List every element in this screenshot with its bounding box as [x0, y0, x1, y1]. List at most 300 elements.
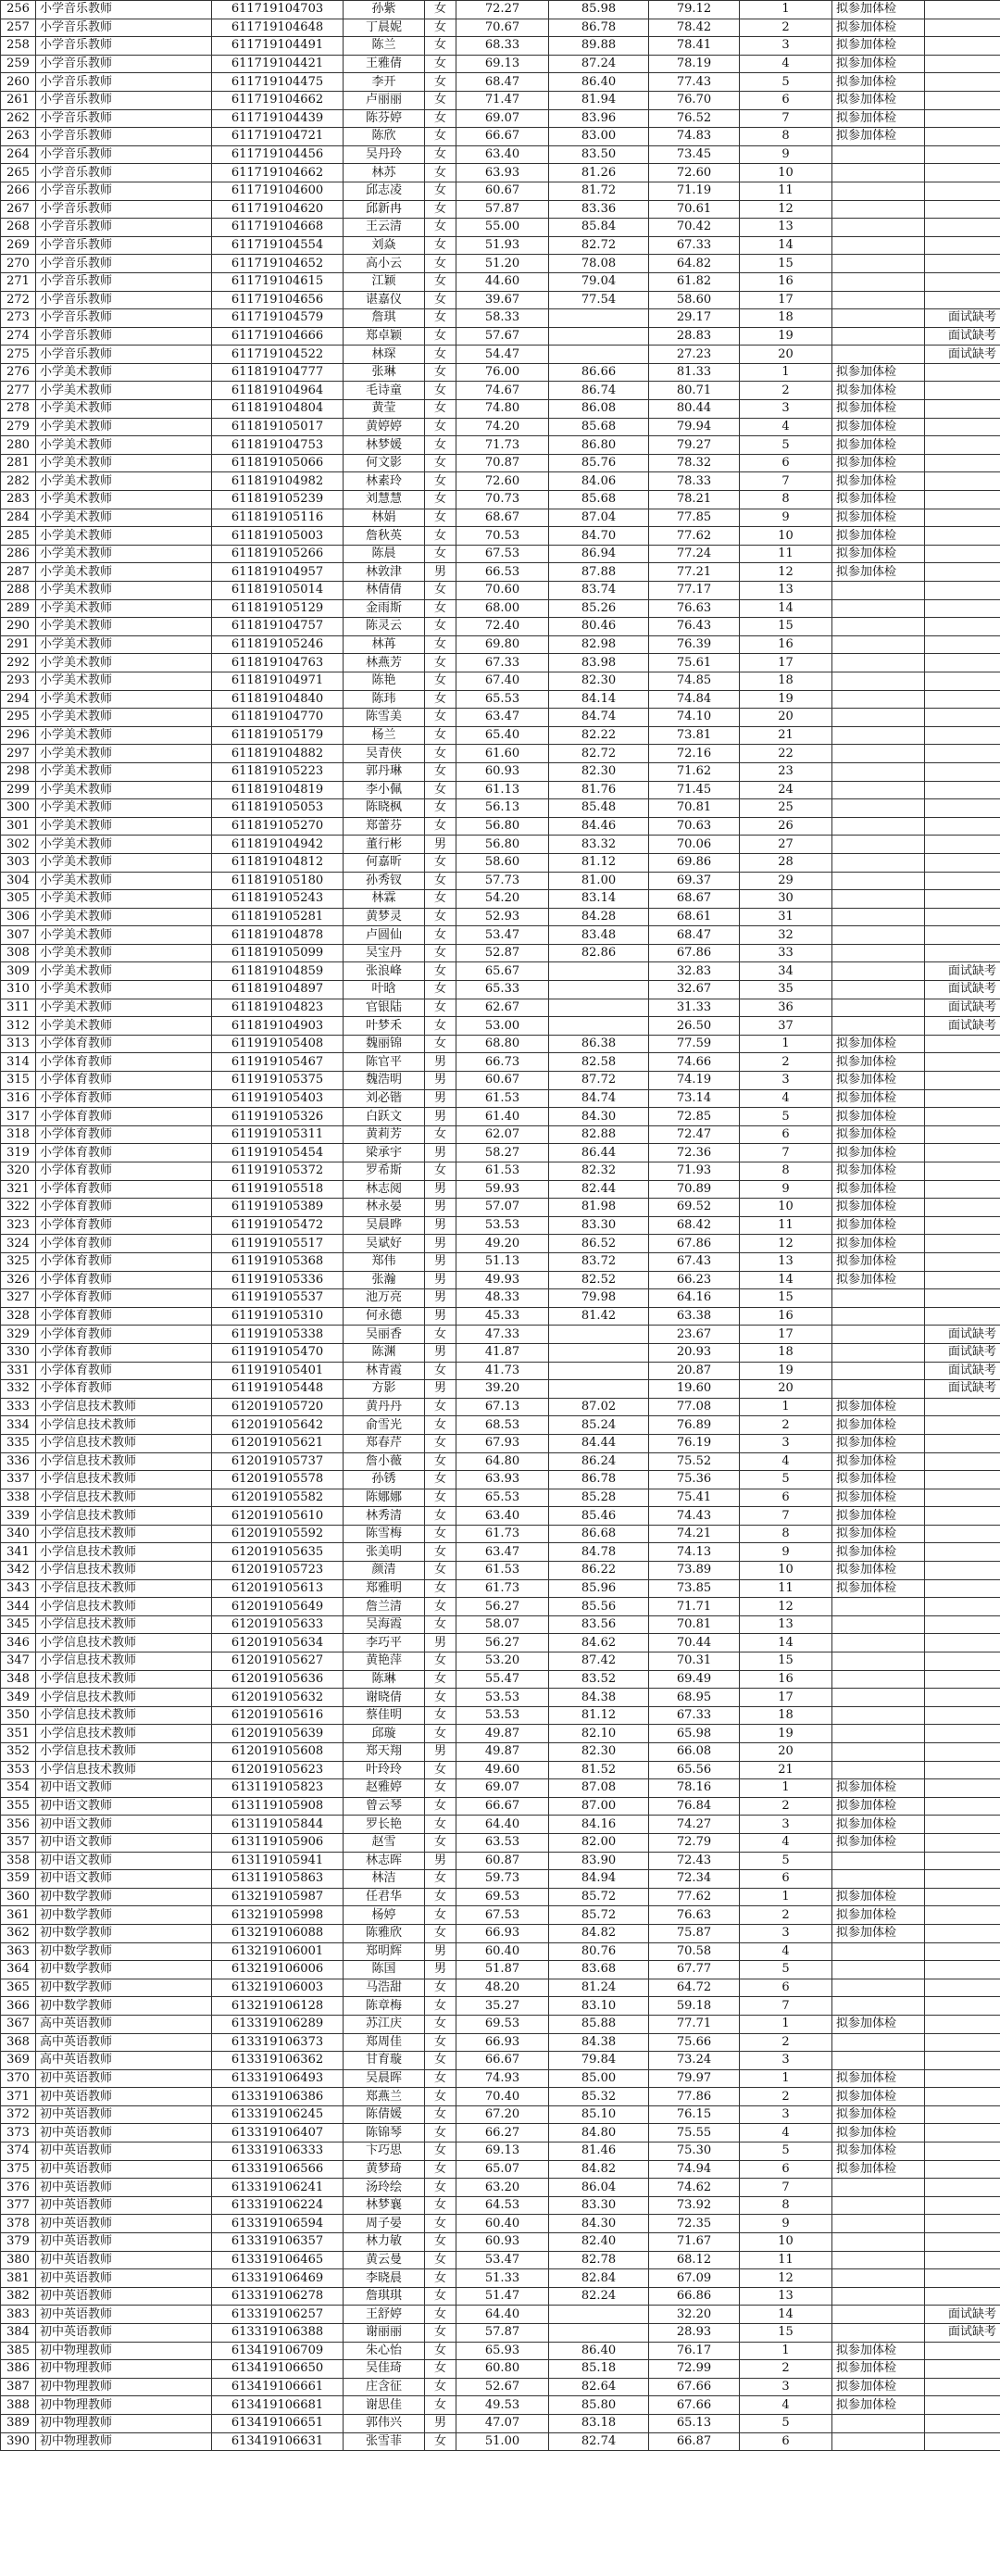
exam-id-cell: 613319106333	[212, 2142, 344, 2161]
exam-id-cell: 611719104666	[212, 327, 344, 346]
total-score-cell: 78.16	[649, 1779, 740, 1798]
gender-cell: 女	[425, 509, 456, 527]
rank-cell: 5	[740, 1471, 832, 1489]
rank-cell: 3	[740, 1434, 832, 1452]
candidate-name-cell: 吴海霞	[344, 1615, 425, 1634]
physical-exam-status-cell: 拟参加体检	[832, 1053, 925, 1072]
position-name-cell: 小学美术教师	[36, 999, 212, 1017]
gender-cell: 女	[425, 2196, 456, 2215]
rank-cell: 10	[740, 527, 832, 546]
written-score-cell: 72.60	[456, 472, 549, 491]
gender-cell: 男	[425, 1108, 456, 1126]
remark-cell	[925, 1652, 1000, 1671]
table-row	[1, 635, 1000, 654]
rank-cell: 8	[740, 1162, 832, 1181]
table-row	[1, 672, 1000, 690]
total-score-cell: 28.93	[649, 2324, 740, 2343]
remark-cell: 面试缺考	[925, 327, 1000, 346]
exam-id-cell: 612019105623	[212, 1761, 344, 1779]
rank-cell: 2	[740, 2360, 832, 2379]
remark-cell	[925, 1706, 1000, 1725]
physical-exam-status-cell: 拟参加体检	[832, 382, 925, 400]
interview-score-cell: 85.68	[549, 418, 649, 436]
candidate-name-cell: 蔡佳明	[344, 1706, 425, 1725]
candidate-name-cell: 黄婷婷	[344, 418, 425, 436]
gender-cell: 女	[425, 1906, 456, 1925]
position-name-cell: 小学美术教师	[36, 944, 212, 962]
candidate-name-cell: 詹兰清	[344, 1598, 425, 1616]
table-row	[1, 599, 1000, 618]
interview-score-cell: 86.94	[549, 545, 649, 563]
row-number-cell: 306	[1, 908, 36, 926]
total-score-cell: 66.86	[649, 2287, 740, 2306]
gender-cell: 女	[425, 2124, 456, 2142]
candidate-name-cell: 叶玲玲	[344, 1761, 425, 1779]
remark-cell	[925, 200, 1000, 219]
interview-score-cell: 82.64	[549, 2378, 649, 2396]
remark-cell	[925, 2124, 1000, 2142]
table-row	[1, 291, 1000, 309]
gender-cell: 女	[425, 1017, 456, 1036]
total-score-cell: 68.61	[649, 908, 740, 926]
position-name-cell: 小学体育教师	[36, 1380, 212, 1399]
interview-score-cell: 84.30	[549, 2215, 649, 2233]
position-name-cell: 小学体育教师	[36, 1343, 212, 1362]
remark-cell	[925, 1507, 1000, 1526]
rank-cell: 2	[740, 382, 832, 400]
physical-exam-status-cell: 拟参加体检	[832, 91, 925, 109]
total-score-cell: 66.23	[649, 1271, 740, 1289]
physical-exam-status-cell	[832, 272, 925, 291]
candidate-name-cell: 郑天翔	[344, 1743, 425, 1762]
written-score-cell: 68.53	[456, 1416, 549, 1435]
position-name-cell: 小学美术教师	[36, 745, 212, 763]
row-number-cell: 330	[1, 1343, 36, 1362]
interview-score-cell: 87.08	[549, 1779, 649, 1798]
rank-cell: 11	[740, 2251, 832, 2269]
rank-cell: 16	[740, 1307, 832, 1326]
physical-exam-status-cell: 拟参加体检	[832, 527, 925, 546]
exam-id-cell: 613419106651	[212, 2414, 344, 2432]
physical-exam-status-cell: 拟参加体检	[832, 109, 925, 128]
candidate-name-cell: 黄梦琦	[344, 2160, 425, 2179]
rank-cell: 7	[740, 1507, 832, 1526]
interview-score-cell: 86.80	[549, 436, 649, 455]
row-number-cell: 309	[1, 962, 36, 981]
interview-score-cell: 83.00	[549, 128, 649, 146]
gender-cell: 女	[425, 1362, 456, 1380]
remark-cell	[925, 454, 1000, 472]
rank-cell: 5	[740, 436, 832, 455]
gender-cell: 女	[425, 817, 456, 836]
row-number-cell: 352	[1, 1743, 36, 1762]
total-score-cell: 73.14	[649, 1089, 740, 1108]
remark-cell	[925, 690, 1000, 709]
table-row	[1, 1380, 1000, 1399]
remark-cell	[925, 1162, 1000, 1181]
total-score-cell: 77.86	[649, 2088, 740, 2106]
table-row	[1, 418, 1000, 436]
gender-cell: 女	[425, 1725, 456, 1743]
physical-exam-status-cell	[832, 836, 925, 854]
exam-id-cell: 613419106631	[212, 2432, 344, 2451]
written-score-cell: 61.73	[456, 1579, 549, 1598]
table-row	[1, 327, 1000, 346]
gender-cell: 女	[425, 981, 456, 999]
gender-cell: 女	[425, 1398, 456, 1416]
candidate-name-cell: 张浪峰	[344, 962, 425, 981]
interview-score-cell: 81.42	[549, 1307, 649, 1326]
position-name-cell: 初中数学教师	[36, 1997, 212, 2016]
gender-cell: 女	[425, 1543, 456, 1562]
table-row	[1, 2052, 1000, 2070]
candidate-name-cell: 王云清	[344, 219, 425, 237]
table-row	[1, 926, 1000, 945]
position-name-cell: 小学信息技术教师	[36, 1489, 212, 1507]
candidate-name-cell: 黄丹丹	[344, 1398, 425, 1416]
candidate-name-cell: 林苒	[344, 635, 425, 654]
rank-cell: 8	[740, 2196, 832, 2215]
position-name-cell: 小学美术教师	[36, 709, 212, 727]
interview-score-cell: 81.72	[549, 182, 649, 200]
exam-id-cell: 611819105180	[212, 872, 344, 890]
remark-cell	[925, 1598, 1000, 1616]
remark-cell: 面试缺考	[925, 999, 1000, 1017]
total-score-cell: 74.10	[649, 709, 740, 727]
interview-score-cell: 83.30	[549, 1216, 649, 1235]
position-name-cell: 初中英语教师	[36, 2179, 212, 2197]
position-name-cell: 小学音乐教师	[36, 309, 212, 328]
gender-cell: 女	[425, 2432, 456, 2451]
position-name-cell: 高中英语教师	[36, 2052, 212, 2070]
total-score-cell: 73.92	[649, 2196, 740, 2215]
written-score-cell: 67.40	[456, 672, 549, 690]
gender-cell: 女	[425, 346, 456, 364]
written-score-cell: 69.13	[456, 55, 549, 73]
physical-exam-status-cell	[832, 890, 925, 909]
table-row	[1, 545, 1000, 563]
total-score-cell: 76.39	[649, 635, 740, 654]
exam-id-cell: 611919105454	[212, 1144, 344, 1162]
gender-cell: 女	[425, 1761, 456, 1779]
gender-cell: 女	[425, 599, 456, 618]
gender-cell: 女	[425, 1035, 456, 1053]
written-score-cell: 74.67	[456, 382, 549, 400]
table-row	[1, 2378, 1000, 2396]
total-score-cell: 64.72	[649, 1979, 740, 1997]
table-row	[1, 726, 1000, 745]
written-score-cell: 63.40	[456, 145, 549, 164]
gender-cell: 女	[425, 1489, 456, 1507]
gender-cell: 女	[425, 1434, 456, 1452]
row-number-cell: 282	[1, 472, 36, 491]
remark-cell	[925, 436, 1000, 455]
written-score-cell: 64.53	[456, 2196, 549, 2215]
written-score-cell: 56.27	[456, 1634, 549, 1652]
row-number-cell: 284	[1, 509, 36, 527]
written-score-cell: 69.07	[456, 1779, 549, 1798]
written-score-cell: 63.47	[456, 1543, 549, 1562]
rank-cell: 4	[740, 1452, 832, 1471]
table-row	[1, 454, 1000, 472]
remark-cell	[925, 1144, 1000, 1162]
physical-exam-status-cell: 拟参加体检	[832, 2069, 925, 2088]
gender-cell: 女	[425, 236, 456, 255]
position-name-cell: 初中语文教师	[36, 1816, 212, 1834]
interview-score-cell: 82.30	[549, 672, 649, 690]
position-name-cell: 小学美术教师	[36, 618, 212, 636]
row-number-cell: 389	[1, 2414, 36, 2432]
gender-cell: 女	[425, 781, 456, 799]
written-score-cell: 51.93	[456, 236, 549, 255]
interview-score-cell: 83.50	[549, 145, 649, 164]
candidate-name-cell: 吴佳琦	[344, 2360, 425, 2379]
candidate-name-cell: 陈娜娜	[344, 1489, 425, 1507]
row-number-cell: 340	[1, 1525, 36, 1543]
candidate-name-cell: 卢圆仙	[344, 926, 425, 945]
exam-id-cell: 613319106362	[212, 2052, 344, 2070]
total-score-cell: 64.16	[649, 1289, 740, 1308]
written-score-cell: 63.47	[456, 709, 549, 727]
candidate-name-cell: 方影	[344, 1380, 425, 1399]
written-score-cell: 67.53	[456, 1906, 549, 1925]
gender-cell: 女	[425, 908, 456, 926]
physical-exam-status-cell	[832, 1689, 925, 1707]
table-row	[1, 2432, 1000, 2451]
row-number-cell: 312	[1, 1017, 36, 1036]
row-number-cell: 365	[1, 1979, 36, 1997]
interview-score-cell: 85.76	[549, 454, 649, 472]
position-name-cell: 小学信息技术教师	[36, 1598, 212, 1616]
gender-cell: 女	[425, 2396, 456, 2415]
written-score-cell: 74.20	[456, 418, 549, 436]
exam-id-cell: 611819105239	[212, 491, 344, 509]
table-row	[1, 2033, 1000, 2052]
remark-cell	[925, 1416, 1000, 1435]
candidate-name-cell: 颜清	[344, 1562, 425, 1580]
exam-id-cell: 611719104668	[212, 219, 344, 237]
rank-cell: 11	[740, 1216, 832, 1235]
gender-cell: 女	[425, 363, 456, 382]
remark-cell: 面试缺考	[925, 1380, 1000, 1399]
remark-cell	[925, 1125, 1000, 1144]
interview-score-cell: 84.78	[549, 1543, 649, 1562]
interview-score-cell: 83.96	[549, 109, 649, 128]
table-row	[1, 2287, 1000, 2306]
table-row	[1, 654, 1000, 672]
total-score-cell: 67.09	[649, 2269, 740, 2288]
row-number-cell: 262	[1, 109, 36, 128]
gender-cell: 女	[425, 91, 456, 109]
table-row	[1, 1108, 1000, 1126]
interview-score-cell: 84.82	[549, 1924, 649, 1942]
remark-cell	[925, 582, 1000, 600]
row-number-cell: 276	[1, 363, 36, 382]
rank-cell: 26	[740, 817, 832, 836]
position-name-cell: 小学美术教师	[36, 1017, 212, 1036]
gender-cell: 女	[425, 853, 456, 872]
candidate-name-cell: 朱心怡	[344, 2342, 425, 2360]
exam-id-cell: 613219106128	[212, 1997, 344, 2016]
row-number-cell: 301	[1, 817, 36, 836]
written-score-cell: 56.80	[456, 836, 549, 854]
rank-cell: 12	[740, 1598, 832, 1616]
remark-cell	[925, 363, 1000, 382]
written-score-cell: 49.60	[456, 1761, 549, 1779]
rank-cell: 3	[740, 1924, 832, 1942]
total-score-cell: 69.52	[649, 1199, 740, 1217]
physical-exam-status-cell	[832, 999, 925, 1017]
position-name-cell: 小学信息技术教师	[36, 1706, 212, 1725]
row-number-cell: 347	[1, 1652, 36, 1671]
interview-score-cell: 82.10	[549, 1725, 649, 1743]
remark-cell	[925, 1307, 1000, 1326]
position-name-cell: 小学体育教师	[36, 1089, 212, 1108]
rank-cell: 1	[740, 1035, 832, 1053]
rank-cell: 9	[740, 1543, 832, 1562]
interview-score-cell: 84.74	[549, 1089, 649, 1108]
interview-score-cell	[549, 1326, 649, 1344]
gender-cell: 女	[425, 1162, 456, 1181]
gender-cell: 女	[425, 2251, 456, 2269]
gender-cell: 男	[425, 1053, 456, 1072]
table-row	[1, 1579, 1000, 1598]
row-number-cell: 377	[1, 2196, 36, 2215]
written-score-cell: 59.73	[456, 1870, 549, 1889]
total-score-cell: 70.42	[649, 219, 740, 237]
candidate-name-cell: 高小云	[344, 255, 425, 273]
gender-cell: 女	[425, 2269, 456, 2288]
remark-cell	[925, 2179, 1000, 2197]
position-name-cell: 小学体育教师	[36, 1362, 212, 1380]
remark-cell: 面试缺考	[925, 1326, 1000, 1344]
table-row	[1, 1961, 1000, 1979]
position-name-cell: 小学信息技术教师	[36, 1761, 212, 1779]
row-number-cell: 337	[1, 1471, 36, 1489]
written-score-cell: 53.20	[456, 1652, 549, 1671]
row-number-cell: 257	[1, 19, 36, 37]
table-row	[1, 19, 1000, 37]
total-score-cell: 58.60	[649, 291, 740, 309]
candidate-name-cell: 谢晓倩	[344, 1689, 425, 1707]
candidate-name-cell: 刘焱	[344, 236, 425, 255]
position-name-cell: 小学体育教师	[36, 1252, 212, 1271]
exam-id-cell: 611819104757	[212, 618, 344, 636]
candidate-name-cell: 陈倩媛	[344, 2105, 425, 2124]
exam-id-cell: 611719104615	[212, 272, 344, 291]
written-score-cell: 35.27	[456, 1997, 549, 2016]
exam-id-cell: 611719104579	[212, 309, 344, 328]
table-row	[1, 2360, 1000, 2379]
physical-exam-status-cell	[832, 672, 925, 690]
gender-cell: 女	[425, 1615, 456, 1634]
table-row	[1, 1144, 1000, 1162]
interview-score-cell: 82.98	[549, 635, 649, 654]
row-number-cell: 346	[1, 1634, 36, 1652]
gender-cell: 女	[425, 200, 456, 219]
remark-cell	[925, 219, 1000, 237]
row-number-cell: 341	[1, 1543, 36, 1562]
position-name-cell: 小学美术教师	[36, 545, 212, 563]
table-body	[1, 1, 1000, 2451]
gender-cell: 男	[425, 1634, 456, 1652]
exam-id-cell: 611819104859	[212, 962, 344, 981]
written-score-cell: 63.93	[456, 1471, 549, 1489]
row-number-cell: 364	[1, 1961, 36, 1979]
physical-exam-status-cell	[832, 1380, 925, 1399]
written-score-cell: 54.20	[456, 890, 549, 909]
physical-exam-status-cell	[832, 2324, 925, 2343]
remark-cell	[925, 1543, 1000, 1562]
gender-cell: 男	[425, 1961, 456, 1979]
total-score-cell: 74.85	[649, 672, 740, 690]
table-row	[1, 272, 1000, 291]
physical-exam-status-cell: 拟参加体检	[832, 1108, 925, 1126]
gender-cell: 女	[425, 2069, 456, 2088]
physical-exam-status-cell	[832, 2033, 925, 2052]
total-score-cell: 79.27	[649, 436, 740, 455]
physical-exam-status-cell	[832, 291, 925, 309]
total-score-cell: 68.42	[649, 1216, 740, 1235]
total-score-cell: 74.19	[649, 1072, 740, 1090]
row-number-cell: 265	[1, 164, 36, 182]
gender-cell: 女	[425, 799, 456, 818]
row-number-cell: 322	[1, 1199, 36, 1217]
table-row	[1, 2179, 1000, 2197]
physical-exam-status-cell: 拟参加体检	[832, 1797, 925, 1816]
rank-cell: 12	[740, 2269, 832, 2288]
written-score-cell: 60.87	[456, 1852, 549, 1870]
exam-id-cell: 612019105635	[212, 1543, 344, 1562]
rank-cell: 14	[740, 1634, 832, 1652]
physical-exam-status-cell: 拟参加体检	[832, 2160, 925, 2179]
written-score-cell: 69.53	[456, 2015, 549, 2033]
remark-cell	[925, 545, 1000, 563]
interview-score-cell: 81.12	[549, 853, 649, 872]
physical-exam-status-cell	[832, 1761, 925, 1779]
written-score-cell: 72.27	[456, 1, 549, 19]
written-score-cell: 61.73	[456, 1525, 549, 1543]
written-score-cell: 52.93	[456, 908, 549, 926]
total-score-cell: 67.86	[649, 1235, 740, 1253]
total-score-cell: 59.18	[649, 1997, 740, 2016]
written-score-cell: 39.67	[456, 291, 549, 309]
total-score-cell: 79.12	[649, 1, 740, 19]
interview-score-cell: 83.90	[549, 1852, 649, 1870]
row-number-cell: 380	[1, 2251, 36, 2269]
exam-id-cell: 611919105338	[212, 1326, 344, 1344]
exam-id-cell: 611919105470	[212, 1343, 344, 1362]
physical-exam-status-cell: 拟参加体检	[832, 1906, 925, 1925]
physical-exam-status-cell	[832, 2251, 925, 2269]
rank-cell: 15	[740, 255, 832, 273]
written-score-cell: 60.93	[456, 2233, 549, 2252]
remark-cell	[925, 1271, 1000, 1289]
rank-cell: 7	[740, 2179, 832, 2197]
physical-exam-status-cell	[832, 164, 925, 182]
written-score-cell: 67.53	[456, 545, 549, 563]
gender-cell: 女	[425, 872, 456, 890]
interview-score-cell: 87.04	[549, 509, 649, 527]
row-number-cell: 315	[1, 1072, 36, 1090]
physical-exam-status-cell	[832, 1706, 925, 1725]
total-score-cell: 75.61	[649, 654, 740, 672]
table-row	[1, 836, 1000, 854]
table-row	[1, 2215, 1000, 2233]
written-score-cell: 65.67	[456, 962, 549, 981]
physical-exam-status-cell: 拟参加体检	[832, 1833, 925, 1852]
total-score-cell: 75.36	[649, 1471, 740, 1489]
